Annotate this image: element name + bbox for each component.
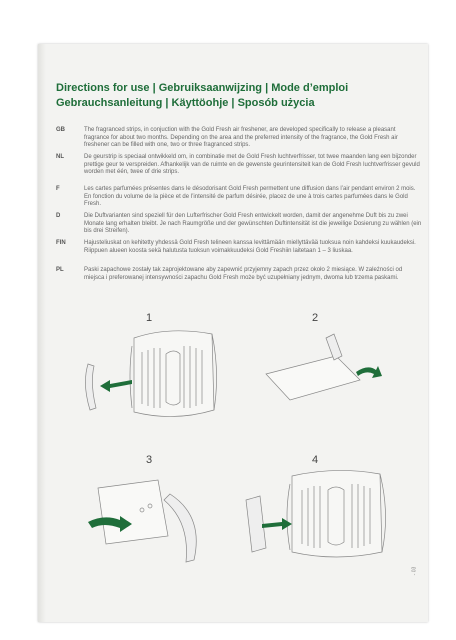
language-code: F (56, 186, 60, 192)
step-4-illustration (240, 466, 410, 566)
language-text: Paski zapachowe zostały tak zaprojektowane aby zapewnić przyjemny zapach przez około 2 miesiące. W zależności od miejsca i preferowanej intensywności zapachu Gold Fresh może być uzupełniany jednym, dwoma lub trzema paskami. (84, 267, 403, 281)
step-number-4: 4 (312, 454, 319, 466)
language-code: PL (56, 267, 64, 273)
step-3-illustration (74, 466, 224, 566)
step-1-illustration (74, 324, 224, 428)
language-code: FIN (56, 240, 66, 246)
card-fold-edge (38, 44, 46, 622)
headline-line-2: Gebrauchsanleitung | Käyttöohje | Sposób użycia (56, 97, 315, 109)
language-text: Hajusteliuskat on kehitetty yhdessä Gold Fresh telineen kanssa levittämään miellyttävää tuoksua noin kahdeksi kuukaudeksi. Riippuen alueen koosta sekä halutusta tuoksun voimakkuudeksi Gold Freshiin laitetaan 1 – 3 liuskaa. (84, 240, 416, 254)
headline-line-1: Directions for use | Gebruiksaanwijzing | Mode d’emploi (56, 82, 349, 94)
language-text: The fragranced strips, in conjuction with the Gold Fresh air freshener, are developed specifically to release a pleasant fragrance for about two months. Depending on the area and the preferred intensity of the fragrance, the Gold Fresh air freshener can be filled with one, two or three fragranced strips. (84, 127, 398, 148)
step-2-illustration (262, 324, 412, 428)
language-code: D (56, 213, 61, 219)
language-text: Les cartes parfumées présentes dans le désodorisant Gold Fresh permettent une diffusion dans l’air pendant environ 2 mois. En fonction du volume de la pièce et de l’intensité de parfum désirée, placez de une à trois cartes parfumées dans le Gold Fresh. (84, 186, 416, 207)
step-number-3: 3 (146, 454, 153, 466)
step-number-1: 1 (146, 312, 153, 324)
language-code: NL (56, 154, 64, 160)
language-code: GB (56, 127, 65, 133)
language-text: Die Duftvarianten sind speziell für den Lufterfrischer Gold Fresh entwickelt worden, damit der angenehme Duft bis zu zwei Monate lang erhalten bleibt. Je nach Raumgröße und der gewünschten Duftintensität ist die jeweilige Dosierung zu wählen (ein bis drei Streifen). (84, 213, 422, 234)
language-text: De geurstrip is speciaal ontwikkeld om, in combinatie met de Gold Fresh luchtverfrisser, tot twee maanden lang een bijzonder prettige geur te verspreiden. Afhankelijk van de ruimte en de gewenste geurintensiteit kan de Gold Fresh luchtverfrisser gevuld worden met één, twee of drie strips. (84, 154, 420, 175)
step-number-2: 2 (312, 312, 319, 324)
print-code: - 03 (411, 566, 418, 576)
headline (56, 81, 416, 111)
